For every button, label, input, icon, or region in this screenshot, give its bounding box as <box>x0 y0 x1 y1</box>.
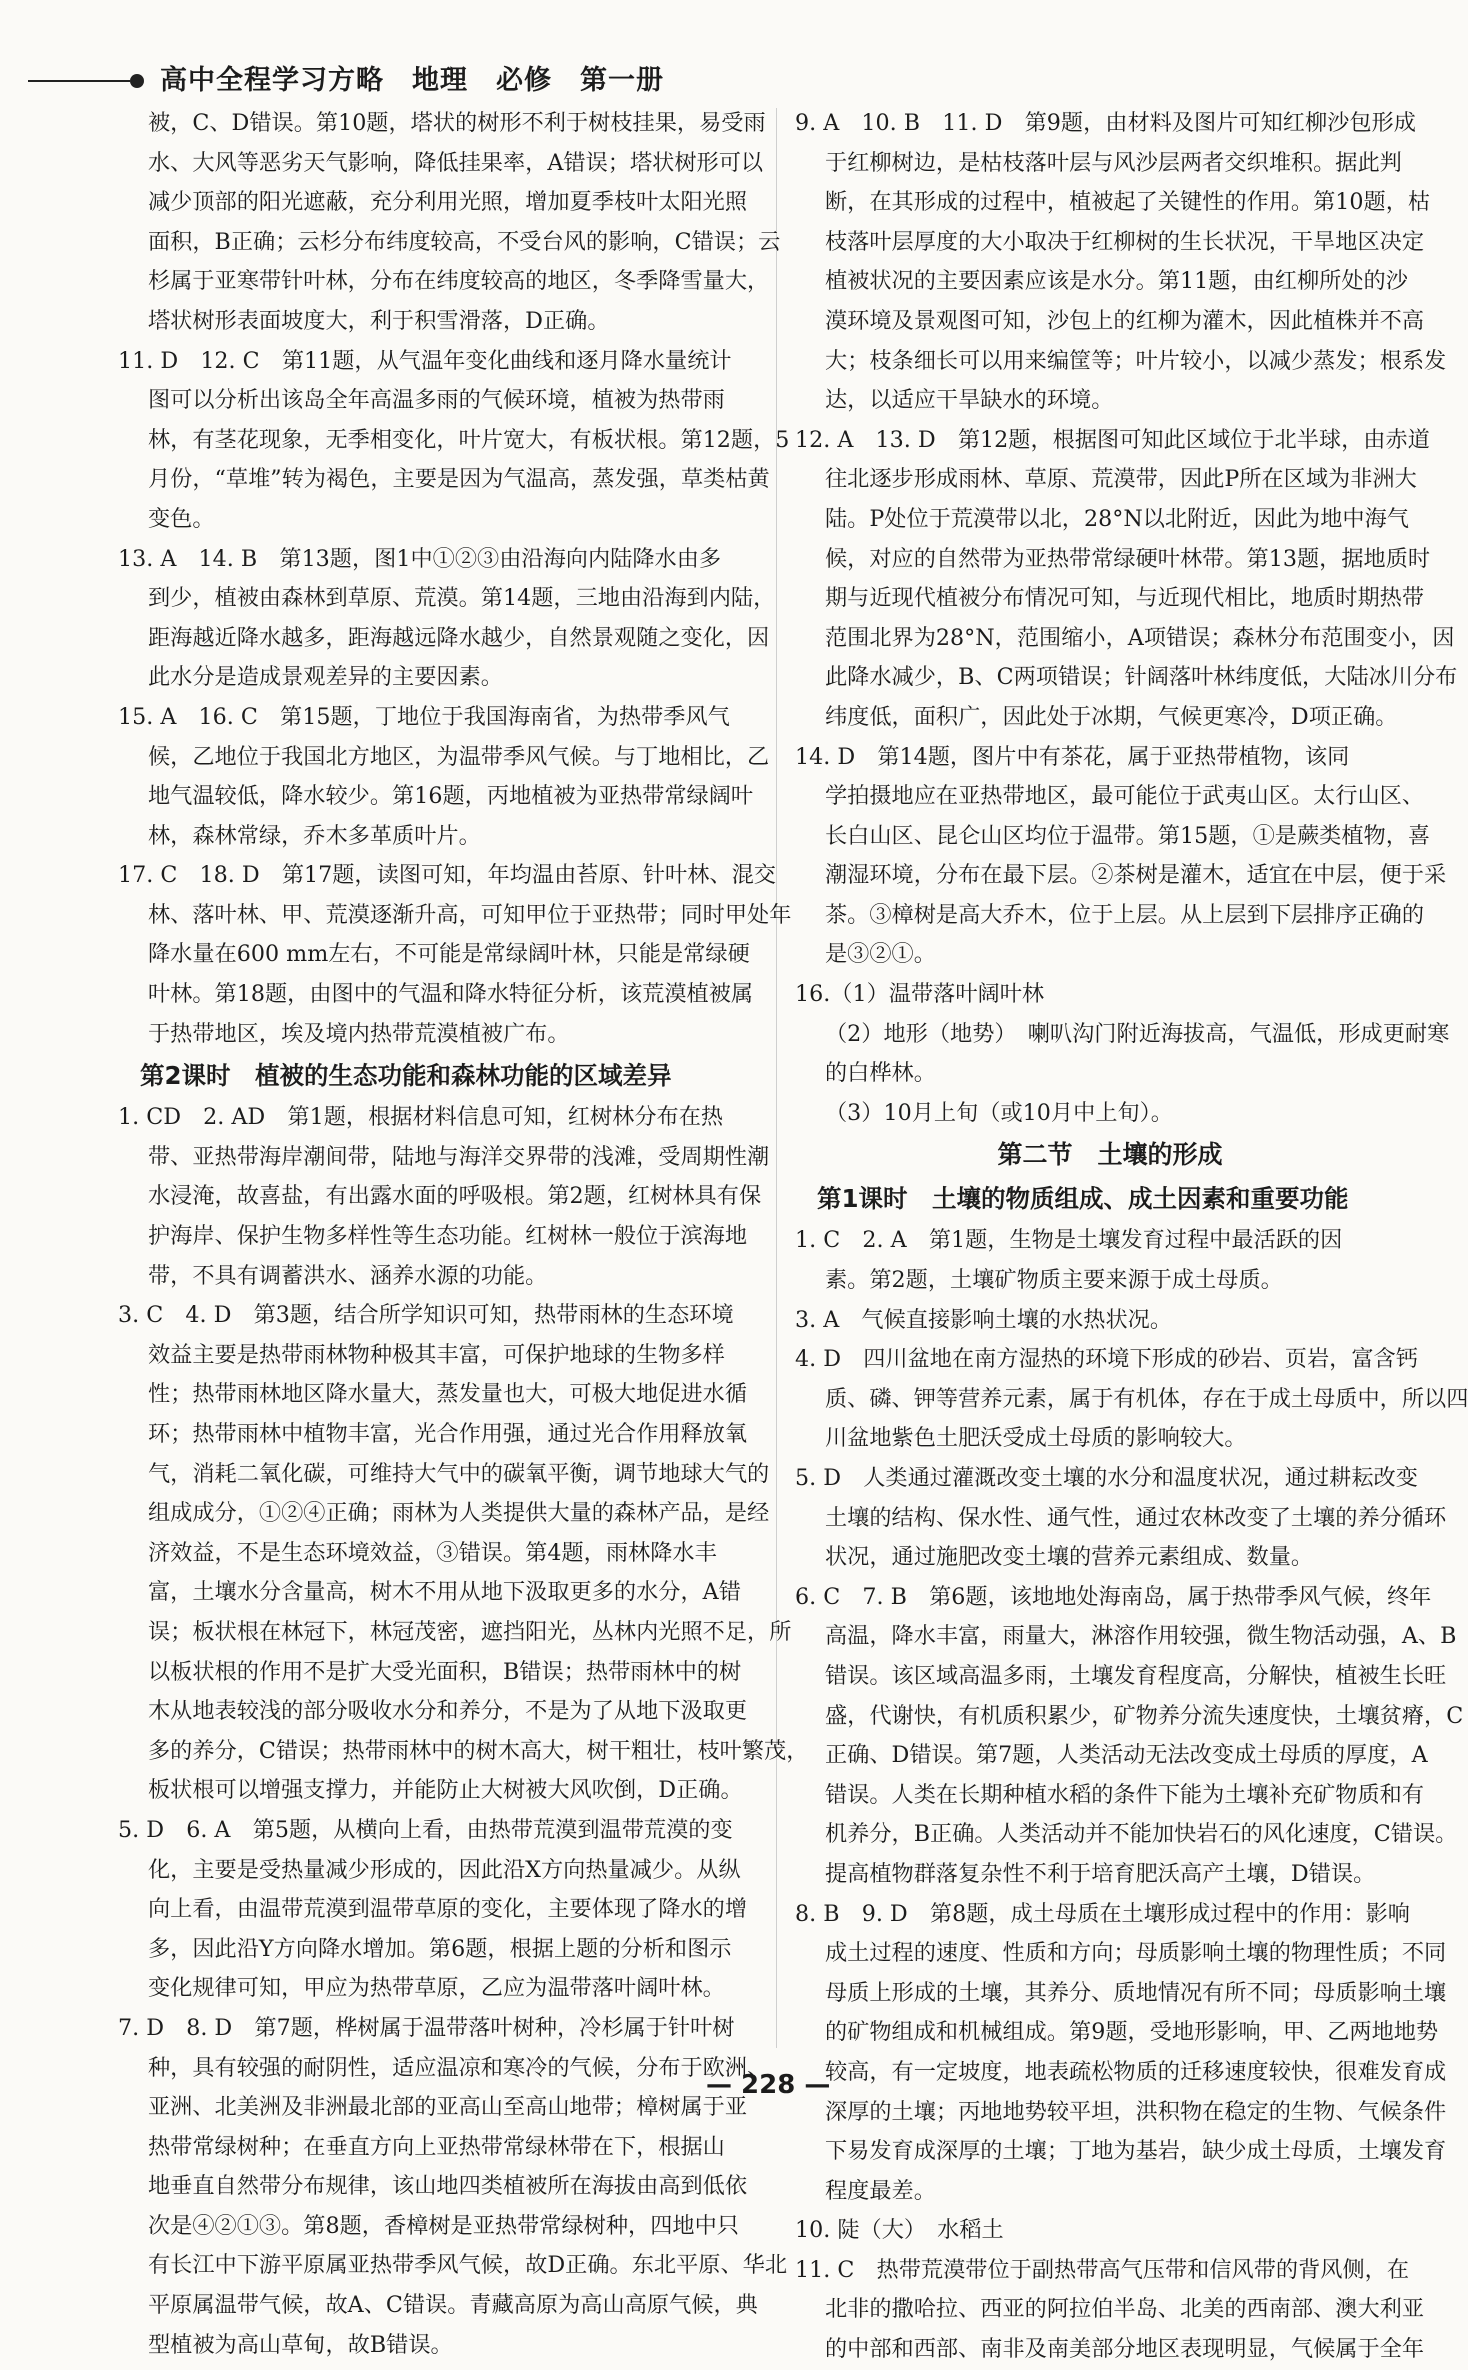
answer-item: 11. C 热带荒漠带位于副热带高气压带和信风带的背风侧，在 <box>795 2256 1410 2283</box>
text-line: 漠环境及景观图可知，沙包上的红柳为灌木，因此植株并不高 <box>825 307 1425 334</box>
answer-item: 17. C 18. D 第17题，读图可知，年均温由苔原、针叶林、混交 <box>118 862 776 889</box>
text-line: 川盆地紫色土肥沃受成土母质的影响较大。 <box>825 1425 1247 1452</box>
text-line: 叶林。第18题，由图中的气温和降水特征分析，该荒漠植被属 <box>148 981 754 1008</box>
text-line: 降水量在600 mm左右，不可能是常绿阔叶林，只能是常绿硬 <box>148 941 750 968</box>
text-line: 的中部和西部、南非及南美部分地区表现明显，气候属于全年 <box>825 2336 1425 2363</box>
text-line: 此水分是造成景观差异的主要因素。 <box>148 664 503 691</box>
text-line: 素。第2题，土壤矿物质主要来源于成土母质。 <box>825 1267 1283 1294</box>
text-line: 陆。P处位于荒漠带以北，28°N以北附近，因此为地中海气 <box>825 505 1409 532</box>
text-line: 下易发育成深厚的土壤；丁地为基岩，缺少成土母质，土壤发育 <box>825 2138 1447 2165</box>
text-line: 大；枝条细长可以用来编筐等；叶片较小，以减少蒸发；根系发 <box>825 347 1447 374</box>
text-line: 板状根可以增强支撑力，并能防止大树被大风吹倒，D正确。 <box>148 1777 743 1804</box>
running-header <box>28 58 1428 102</box>
text-line: 范围北界为28°N，范围缩小，A项错误；森林分布范围变小，因 <box>825 624 1455 651</box>
text-line: 变化规律可知，甲应为热带草原，乙应为温带落叶阔叶林。 <box>148 1975 725 2002</box>
page-number: — 228 — <box>706 2070 831 2100</box>
right-column <box>795 104 1468 2370</box>
text-line: 化，主要是受热量减少形成的，因此沿X方向热量减少。从纵 <box>148 1856 741 1883</box>
text-line: 热带常绿树种；在垂直方向上亚热带常绿林带在下，根据山 <box>148 2133 725 2160</box>
text-line: 到少，植被由森林到草原、荒漠。第14题，三地由沿海到内陆， <box>148 585 776 612</box>
text-line: 成土过程的速度、性质和方向；母质影响土壤的物理性质；不同 <box>825 1940 1447 1967</box>
text-line: 长白山区、昆仑山区均位于温带。第15题，①是蕨类植物，喜 <box>825 822 1431 849</box>
text-line: 性；热带雨林地区降水量大，蒸发量也大，可极大地促进水循 <box>148 1381 748 1408</box>
text-line: 被，C、D错误。第10题，塔状的树形不利于树枝挂果，易受雨 <box>148 110 766 136</box>
text-line: 减少顶部的阳光遮蔽，充分利用光照，增加夏季枝叶太阳光照 <box>148 189 748 216</box>
text-line: 植被状况的主要因素应该是水分。第11题，由红柳所处的沙 <box>825 268 1408 295</box>
text-line: 土壤的结构、保水性、通气性，通过农林改变了土壤的养分循环 <box>825 1504 1447 1531</box>
answer-item: 9. A 10. B 11. D 第9题，由材料及图片可知红柳沙包形成 <box>795 110 1416 136</box>
text-line: 候，乙地位于我国北方地区，为温带季风气候。与丁地相比，乙 <box>148 743 770 770</box>
text-line: 的白桦林。 <box>825 1060 936 1087</box>
section-heading: 第二节 土壤的形成 <box>997 1140 1223 1170</box>
text-line: 气，消耗二氧化碳，可维持大气中的碳氧平衡，调节地球大气的 <box>148 1460 770 1487</box>
text-line: 地垂直自然带分布规律，该山地四类植被所在海拔由高到低依 <box>148 2173 748 2200</box>
text-line: 往北逐步形成雨林、草原、荒漠带，因此P所在区域为非洲大 <box>825 466 1417 493</box>
text-line: 月份，“草堆”转为褐色，主要是因为气温高，蒸发强，草类枯黄 <box>148 466 770 493</box>
text-line: 状况，通过施肥改变土壤的营养元素组成、数量。 <box>825 1544 1314 1571</box>
header-bullet <box>130 74 144 88</box>
text-line: 带、亚热带海岸潮间带，陆地与海洋交界带的浅滩，受周期性潮 <box>148 1143 770 1170</box>
text-line: 枝落叶层厚度的大小取决于红柳树的生长状况，干旱地区决定 <box>825 228 1425 255</box>
text-line: 面积，B正确；云杉分布纬度较高，不受台风的影响，C错误；云 <box>148 228 781 255</box>
text-line: 变色。 <box>148 505 215 532</box>
text-line: 地气温较低，降水较少。第16题，丙地植被为亚热带常绿阔叶 <box>148 783 754 810</box>
text-line: 正确、D错误。第7题，人类活动无法改变成土母质的厚度，A <box>825 1742 1428 1769</box>
answer-item: 10. 陡（大） 水稻土 <box>795 2217 1004 2244</box>
text-line: 此降水减少，B、C两项错误；针阔落叶林纬度低，大陆冰川分布 <box>825 664 1458 691</box>
text-line: 图可以分析出该岛全年高温多雨的气候环境，植被为热带雨 <box>148 387 725 414</box>
text-line: 高温，降水丰富，雨量大，淋溶作用较强，微生物活动强，A、B <box>825 1623 1457 1650</box>
text-line: 距海越近降水越多，距海越远降水越少，自然景观随之变化，因 <box>148 624 770 651</box>
text-line: 母质上形成的土壤，其养分、质地情况有所不同；母质影响土壤 <box>825 1979 1447 2006</box>
text-line: 质、磷、钾等营养元素，属于有机体，存在于成土母质中，所以四 <box>825 1385 1468 1412</box>
answer-item: 14. D 第14题，图片中有茶花，属于亚热带植物，该同 <box>795 743 1350 770</box>
text-line: 多，因此沿Y方向降水增加。第6题，根据上题的分析和图示 <box>148 1935 732 1962</box>
text-line: 机养分，B正确。人类活动并不能加快岩石的风化速度，C错误。 <box>825 1821 1458 1848</box>
text-line: 于红柳树边，是枯枝落叶层与风沙层两者交织堆积。据此判 <box>825 149 1402 176</box>
answer-item: 16.（1）温带落叶阔叶林 <box>795 981 1045 1008</box>
text-line: 杉属于亚寒带针叶林，分布在纬度较高的地区，冬季降雪量大， <box>148 268 770 295</box>
answer-item: 6. C 7. B 第6题，该地地处海南岛，属于热带季风气候，终年 <box>795 1583 1432 1610</box>
answer-item: 11. D 12. C 第11题，从气温年变化曲线和逐月降水量统计 <box>118 347 732 374</box>
text-line: 北非的撒哈拉、西亚的阿拉伯半岛、北美的西南部、澳大利亚 <box>825 2296 1425 2323</box>
answer-item: 3. A 气候直接影响土壤的水热状况。 <box>795 1306 1173 1333</box>
text-line: 水浸淹，故喜盐，有出露水面的呼吸根。第2题，红树林具有保 <box>148 1183 762 1210</box>
answer-item: 5. D 6. A 第5题，从横向上看，由热带荒漠到温带荒漠的变 <box>118 1816 733 1843</box>
text-line: 向上看，由温带荒漠到温带草原的变化，主要体现了降水的增 <box>148 1896 748 1923</box>
text-line: 深厚的土壤；丙地地势较平坦，洪积物在稳定的生物、气候条件 <box>825 2098 1447 2125</box>
text-line: 济效益，不是生态环境效益，③错误。第4题，雨林降水丰 <box>148 1539 717 1566</box>
text-line: 盛，代谢快，有机质积累少，矿物养分流失速度快，土壤贫瘠，C <box>825 1702 1464 1729</box>
text-line: 亚洲、北美洲及非洲最北部的亚高山至高山地带；樟树属于亚 <box>148 2094 748 2121</box>
header-rule <box>28 80 130 82</box>
answer-item: 3. C 4. D 第3题，结合所学知识可知，热带雨林的生态环境 <box>118 1302 734 1329</box>
answer-item: 4. D 四川盆地在南方湿热的环境下形成的砂岩、页岩，富含钙 <box>795 1346 1418 1373</box>
text-line: （2）地形（地势） 喇叭沟门附近海拔高，气温低，形成更耐寒 <box>825 1020 1450 1047</box>
text-line: 林，有茎花现象，无季相变化，叶片宽大，有板状根。第12题，5 <box>148 426 790 453</box>
text-line: 次是④②①③。第8题，香樟树是亚热带常绿树种，四地中只 <box>148 2212 739 2239</box>
text-line: 候，对应的自然带为亚热带常绿硬叶林带。第13题，据地质时 <box>825 545 1431 572</box>
answer-item: 15. A 16. C 第15题，丁地位于我国海南省，为热带季风气 <box>118 703 730 730</box>
text-line: 林，森林常绿，乔木多革质叶片。 <box>148 822 481 849</box>
text-line: 效益主要是热带雨林物种极其丰富，可保护地球的生物多样 <box>148 1341 725 1368</box>
text-line: 以板状根的作用不是扩大受光面积，B错误；热带雨林中的树 <box>148 1658 742 1685</box>
text-line: 富，土壤水分含量高，树木不用从地下汲取更多的水分，A错 <box>148 1579 741 1606</box>
text-line: 护海岸、保护生物多样性等生态功能。红树林一般位于滨海地 <box>148 1223 748 1250</box>
text-line: 环；热带雨林中植物丰富，光合作用强，通过光合作用释放氧 <box>148 1421 748 1447</box>
text-line: 期与近现代植被分布情况可知，与近现代相比，地质时期热带 <box>825 585 1425 612</box>
answer-item: 13. A 14. B 第13题，图1中①②③由沿海向内陆降水由多 <box>118 545 722 572</box>
answer-item: 1. C 2. A 第1题，生物是土壤发育过程中最活跃的因 <box>795 1227 1343 1254</box>
text-line: 纬度低，面积广，因此处于冰期，气候更寒冷，D项正确。 <box>825 703 1398 730</box>
header-title: 高中全程学习方略 地理 必修 第一册 <box>160 65 664 96</box>
text-line: 学拍摄地应在亚热带地区，最可能位于武夷山区。太行山区、 <box>825 783 1425 810</box>
text-line: 型植被为高山草甸，故B错误。 <box>148 2331 453 2358</box>
answer-item: 7. D 8. D 第7题，桦树属于温带落叶树种，冷杉属于针叶树 <box>118 2014 735 2041</box>
text-line: 塔状树形表面坡度大，利于积雪滑落，D正确。 <box>148 307 610 334</box>
text-line: 多的养分，C错误；热带雨林中的树木高大，树干粗壮，枝叶繁茂， <box>148 1737 809 1764</box>
text-line: 程度最差。 <box>825 2177 936 2204</box>
text-line: 带，不具有调蓄洪水、涵养水源的功能。 <box>148 1262 548 1289</box>
text-line: 平原属温带气候，故A、C错误。青藏高原为高山高原气候，典 <box>148 2292 758 2319</box>
text-line: 较高，有一定坡度，地表疏松物质的迁移速度较快，很难发育成 <box>825 2058 1447 2085</box>
answer-item: 12. A 13. D 第12题，根据图可知此区域位于北半球，由赤道 <box>795 426 1430 453</box>
text-line: 的矿物组成和机械组成。第9题，受地形影响，甲、乙两地地势 <box>825 2019 1439 2046</box>
text-line: 错误。该区域高温多雨，土壤发育程度高，分解快，植被生长旺 <box>825 1662 1447 1689</box>
answer-item: 5. D 人类通过灌溉改变土壤的水分和温度状况，通过耕耘改变 <box>795 1465 1418 1491</box>
text-line: 有长江中下游平原属亚热带季风气候，故D正确。东北平原、华北 <box>148 2252 788 2279</box>
text-line: 达，以适应干旱缺水的环境。 <box>825 387 1114 414</box>
lesson-heading: 第1课时 土壤的物质组成、成土因素和重要功能 <box>817 1184 1349 1214</box>
text-line: 错误。人类在长期种植水稻的条件下能为土壤补充矿物质和有 <box>825 1781 1425 1808</box>
text-line: 于热带地区，埃及境内热带荒漠植被广布。 <box>148 1020 570 1047</box>
text-line: 是③②①。 <box>825 941 936 968</box>
text-line: 水、大风等恶劣天气影响，降低挂果率，A错误；塔状树形可以 <box>148 149 764 176</box>
answer-item: 1. CD 2. AD 第1题，根据材料信息可知，红树林分布在热 <box>118 1104 724 1131</box>
answer-item: 8. B 9. D 第8题，成土母质在土壤形成过程中的作用：影响 <box>795 1900 1410 1927</box>
text-line: 误；板状根在林冠下，林冠茂密，遮挡阳光，丛林内光照不足，所 <box>148 1618 792 1645</box>
text-line: 潮湿环境，分布在最下层。②茶树是灌木，适宜在中层，便于采 <box>825 862 1447 889</box>
text-line: 木从地表较浅的部分吸收水分和养分，不是为了从地下汲取更 <box>148 1698 748 1725</box>
text-line: 茶。③樟树是高大乔木，位于上层。从上层到下层排序正确的 <box>825 901 1425 928</box>
text-line: （3）10月上旬（或10月中上旬）。 <box>825 1099 1173 1126</box>
text-line: 提高植物群落复杂性不利于培育肥沃高产土壤，D错误。 <box>825 1860 1376 1887</box>
lesson-heading: 第2课时 植被的生态功能和森林功能的区域差异 <box>140 1061 672 1091</box>
text-line: 种，具有较强的耐阴性，适应温凉和寒冷的气候，分布于欧洲、 <box>148 2054 770 2081</box>
text-line: 断，在其形成的过程中，植被起了关键性的作用。第10题，枯 <box>825 189 1431 216</box>
text-line: 林、落叶林、甲、荒漠逐渐升高，可知甲位于亚热带；同时甲处年 <box>148 901 792 928</box>
text-line: 组成成分，①②④正确；雨林为人类提供大量的森林产品，是经 <box>148 1500 770 1527</box>
